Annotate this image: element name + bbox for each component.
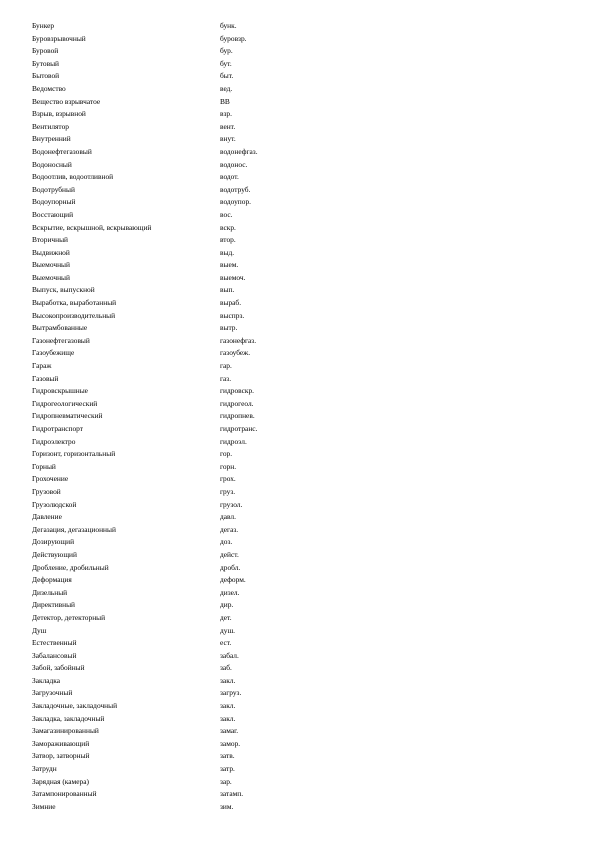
- abbreviation-row: [32, 662, 572, 675]
- term-text: Естественный: [32, 638, 77, 648]
- abbreviation-text: гидротранс.: [220, 424, 258, 433]
- term-text: Дробление, дробильный: [32, 562, 109, 572]
- abbreviation-text: бут.: [220, 58, 232, 68]
- term-text: Грохочение: [32, 474, 69, 484]
- abbreviation-text: втор.: [220, 235, 236, 245]
- abbreviation-row: [32, 171, 572, 184]
- term-text: Бытовой: [32, 71, 60, 81]
- term-text: Водотрубный: [32, 184, 75, 194]
- abbreviation-row: [32, 562, 572, 575]
- abbreviation-text: выемоч.: [220, 272, 246, 282]
- term-text: Вытрамбованные: [32, 323, 88, 333]
- abbreviation-row: [32, 486, 572, 499]
- abbreviation-row: [32, 108, 572, 121]
- abbreviation-text: водонефгаз.: [220, 146, 258, 156]
- term-text: Бутовый: [32, 58, 59, 68]
- abbreviation-row: [32, 398, 572, 411]
- term-text: Деформация: [32, 575, 72, 585]
- abbreviation-text: гидропнев.: [220, 411, 255, 421]
- abbreviation-row: [32, 373, 572, 386]
- abbreviation-row: [32, 423, 572, 436]
- abbreviation-text: затв.: [220, 751, 235, 761]
- abbreviation-text: дробл.: [220, 562, 241, 572]
- abbreviation-text: закл.: [220, 675, 236, 685]
- abbreviation-text: гор.: [220, 449, 233, 459]
- term-text: Детектор, детекторный: [32, 612, 106, 622]
- term-text: Внутренний: [32, 134, 71, 144]
- abbreviation-text: закл.: [220, 713, 236, 723]
- abbreviation-row: [32, 284, 572, 297]
- term-text: Выработка, выработанный: [32, 298, 117, 308]
- abbreviation-text: гидроэл.: [220, 436, 247, 446]
- abbreviation-text: гар.: [220, 361, 232, 371]
- term-text: Выдвижной: [32, 247, 70, 257]
- term-text: Вентилятор: [32, 121, 69, 131]
- term-text: Вещество взрывчатое: [32, 96, 101, 106]
- abbreviation-text: доз.: [220, 537, 233, 547]
- abbreviation-row: [32, 587, 572, 600]
- term-text: Горный: [32, 461, 56, 471]
- abbreviation-text: гидрогеол.: [220, 398, 254, 408]
- abbreviation-text: грох.: [220, 474, 236, 484]
- term-text: Восстающий: [32, 209, 74, 219]
- abbreviation-row: [32, 599, 572, 612]
- abbreviation-text: ест.: [220, 638, 232, 648]
- term-text: Забалансовый: [32, 650, 77, 660]
- abbreviation-row: [32, 196, 572, 209]
- abbreviation-row: [32, 247, 572, 260]
- abbreviation-text: груз.: [220, 486, 236, 496]
- abbreviation-text: затр.: [220, 764, 235, 774]
- term-text: Затампонированный: [32, 789, 97, 799]
- term-text: Газонефтегазовый: [32, 335, 90, 345]
- abbreviation-row: [32, 272, 572, 285]
- abbreviation-row: [32, 788, 572, 801]
- abbreviation-row: [32, 121, 572, 134]
- abbreviation-text: загруз.: [220, 688, 242, 698]
- term-text: Душ: [32, 625, 47, 635]
- abbreviation-text: вос.: [220, 209, 233, 219]
- abbreviation-row: [32, 524, 572, 537]
- abbreviation-row: [32, 801, 572, 814]
- term-text: Гидротранспорт: [32, 424, 84, 433]
- term-text: Гидропневматический: [32, 411, 103, 421]
- abbreviation-row: [32, 20, 572, 33]
- abbreviation-row: [32, 776, 572, 789]
- abbreviation-text: дизел.: [220, 587, 240, 597]
- abbreviation-text: внут.: [220, 134, 236, 144]
- term-text: Взрыв, взрывной: [32, 109, 86, 119]
- abbreviation-row: [32, 511, 572, 524]
- abbreviation-row: [32, 637, 572, 650]
- abbreviation-row: [32, 45, 572, 58]
- abbreviation-text: бур.: [220, 46, 233, 56]
- abbreviation-row: [32, 335, 572, 348]
- abbreviation-text: закл.: [220, 701, 236, 711]
- abbreviation-text: гидровскр.: [220, 386, 254, 396]
- term-text: Зарядная (камера): [32, 776, 89, 786]
- term-text: Газовый: [32, 373, 59, 383]
- abbreviation-text: зар.: [220, 776, 232, 786]
- abbreviation-row: [32, 499, 572, 512]
- term-text: Водоотлив, водоотливной: [32, 172, 114, 182]
- abbreviation-row: [32, 184, 572, 197]
- abbreviation-text: вскр.: [220, 222, 236, 232]
- abbreviation-row: [32, 763, 572, 776]
- abbreviation-row: [32, 70, 572, 83]
- abbreviation-row: [32, 234, 572, 247]
- abbreviation-text: газонефгаз.: [220, 335, 257, 345]
- term-text: Выемочный: [32, 260, 70, 270]
- abbreviation-row: [32, 738, 572, 751]
- term-text: Зимние: [32, 801, 56, 811]
- term-text: Действующий: [32, 549, 77, 559]
- term-text: Высокопроизводительный: [32, 310, 116, 320]
- abbreviation-row: [32, 687, 572, 700]
- abbreviation-row: [32, 96, 572, 109]
- abbreviation-text: дир.: [220, 600, 234, 610]
- abbreviation-text: ВВ: [220, 96, 230, 106]
- term-text: Грузовой: [32, 486, 61, 496]
- term-text: Затрудн: [32, 764, 57, 774]
- term-text: Вскрытие, вскрышной, вскрывающий: [32, 222, 152, 232]
- term-text: Газоубежище: [32, 348, 75, 358]
- term-text: Давление: [32, 512, 62, 522]
- abbreviation-text: водонос.: [220, 159, 248, 169]
- abbreviation-row: [32, 209, 572, 222]
- abbreviation-row: [32, 347, 572, 360]
- abbreviation-row: [32, 549, 572, 562]
- abbreviation-row: [32, 750, 572, 763]
- abbreviation-row: [32, 58, 572, 71]
- abbreviation-row: [32, 713, 572, 726]
- abbreviation-text: дет.: [220, 612, 232, 622]
- abbreviation-row: [32, 410, 572, 423]
- term-text: Выемочный: [32, 272, 70, 282]
- term-text: Дозирующий: [32, 537, 75, 547]
- term-text: Закладка, закладочный: [32, 713, 105, 723]
- abbreviation-row: [32, 650, 572, 663]
- term-text: Затвор, затворный: [32, 751, 90, 761]
- term-text: Бункер: [32, 21, 55, 30]
- abbreviation-row: [32, 360, 572, 373]
- abbreviation-text: дегаз.: [220, 524, 239, 534]
- abbreviation-text: выем.: [220, 260, 239, 270]
- term-text: Загрузочный: [32, 688, 73, 698]
- abbreviation-text: заб.: [220, 663, 232, 673]
- abbreviation-row: [32, 574, 572, 587]
- abbreviation-row: [32, 625, 572, 638]
- abbreviation-row: [32, 612, 572, 625]
- abbreviation-text: замаг.: [220, 726, 239, 736]
- term-text: Буровой: [32, 46, 59, 56]
- abbreviation-row: [32, 310, 572, 323]
- abbreviation-text: дейст.: [220, 549, 239, 559]
- abbreviation-row: [32, 700, 572, 713]
- abbreviation-text: вент.: [220, 121, 236, 131]
- term-text: Гидрогеологический: [32, 398, 98, 408]
- abbreviation-text: водоупор.: [220, 197, 251, 207]
- term-text: Водонефтегазовый: [32, 146, 92, 156]
- abbreviation-row: [32, 675, 572, 688]
- abbreviation-row: [32, 461, 572, 474]
- abbreviation-text: зим.: [220, 801, 234, 811]
- abbreviation-text: водот.: [220, 172, 239, 182]
- abbreviation-row: [32, 725, 572, 738]
- abbreviation-row: [32, 159, 572, 172]
- abbreviation-row: [32, 385, 572, 398]
- abbreviation-text: грузол.: [220, 499, 243, 509]
- abbreviation-text: горн.: [220, 461, 237, 471]
- abbreviation-row: [32, 473, 572, 486]
- term-text: Забой, забойный: [32, 663, 85, 673]
- abbreviation-row: [32, 83, 572, 96]
- term-text: Директивный: [32, 600, 76, 610]
- term-text: Грузолюдской: [32, 499, 77, 509]
- term-text: Водоносный: [32, 159, 72, 169]
- abbreviation-text: быт.: [220, 71, 234, 81]
- abbreviation-text: выраб.: [220, 298, 242, 308]
- term-text: Дегазация, дегазационный: [32, 524, 116, 534]
- abbreviation-text: замор.: [220, 738, 241, 748]
- abbreviation-row: [32, 322, 572, 335]
- term-text: Замагазинированный: [32, 726, 99, 736]
- abbreviation-row: [32, 33, 572, 46]
- abbreviation-text: взр.: [220, 109, 232, 119]
- abbreviation-text: затамп.: [220, 789, 244, 799]
- term-text: Закладочные, закладочный: [32, 701, 118, 711]
- abbreviation-row: [32, 436, 572, 449]
- term-text: Гидроэлектро: [32, 436, 76, 446]
- term-text: Выпуск, выпускной: [32, 285, 95, 295]
- abbreviation-list: [32, 20, 572, 813]
- term-text: Замораживающий: [32, 738, 90, 748]
- term-text: Гараж: [32, 361, 52, 371]
- abbreviation-text: вып.: [220, 285, 235, 295]
- term-text: Горизонт, горизонтальный: [32, 449, 116, 459]
- abbreviation-text: вытр.: [220, 323, 238, 333]
- abbreviation-row: [32, 133, 572, 146]
- term-text: Водоупорный: [32, 197, 76, 207]
- abbreviation-row: [32, 536, 572, 549]
- abbreviation-text: давл.: [220, 512, 236, 522]
- abbreviation-text: душ.: [220, 625, 235, 635]
- term-text: Буровзрывочный: [32, 33, 86, 43]
- abbreviation-row: [32, 259, 572, 272]
- term-text: Вторичный: [32, 235, 69, 245]
- abbreviation-text: буровзр.: [220, 33, 247, 43]
- term-text: Гидровскрышные: [32, 386, 88, 396]
- abbreviation-text: газ.: [220, 373, 232, 383]
- term-text: Ведомство: [32, 83, 66, 93]
- abbreviation-text: вед.: [220, 83, 233, 93]
- abbreviation-text: выспрз.: [220, 310, 245, 320]
- abbreviation-text: газоубеж.: [220, 348, 251, 358]
- abbreviation-text: забал.: [220, 650, 239, 660]
- abbreviation-text: деформ.: [220, 575, 246, 585]
- abbreviation-row: [32, 222, 572, 235]
- abbreviation-row: [32, 297, 572, 310]
- abbreviation-row: [32, 448, 572, 461]
- abbreviation-text: выд.: [220, 247, 235, 257]
- abbreviation-row: [32, 146, 572, 159]
- abbreviation-text: бунк.: [220, 21, 237, 30]
- term-text: Дизельный: [32, 587, 68, 597]
- abbreviation-text: водотруб.: [220, 184, 251, 194]
- term-text: Закладка: [32, 675, 61, 685]
